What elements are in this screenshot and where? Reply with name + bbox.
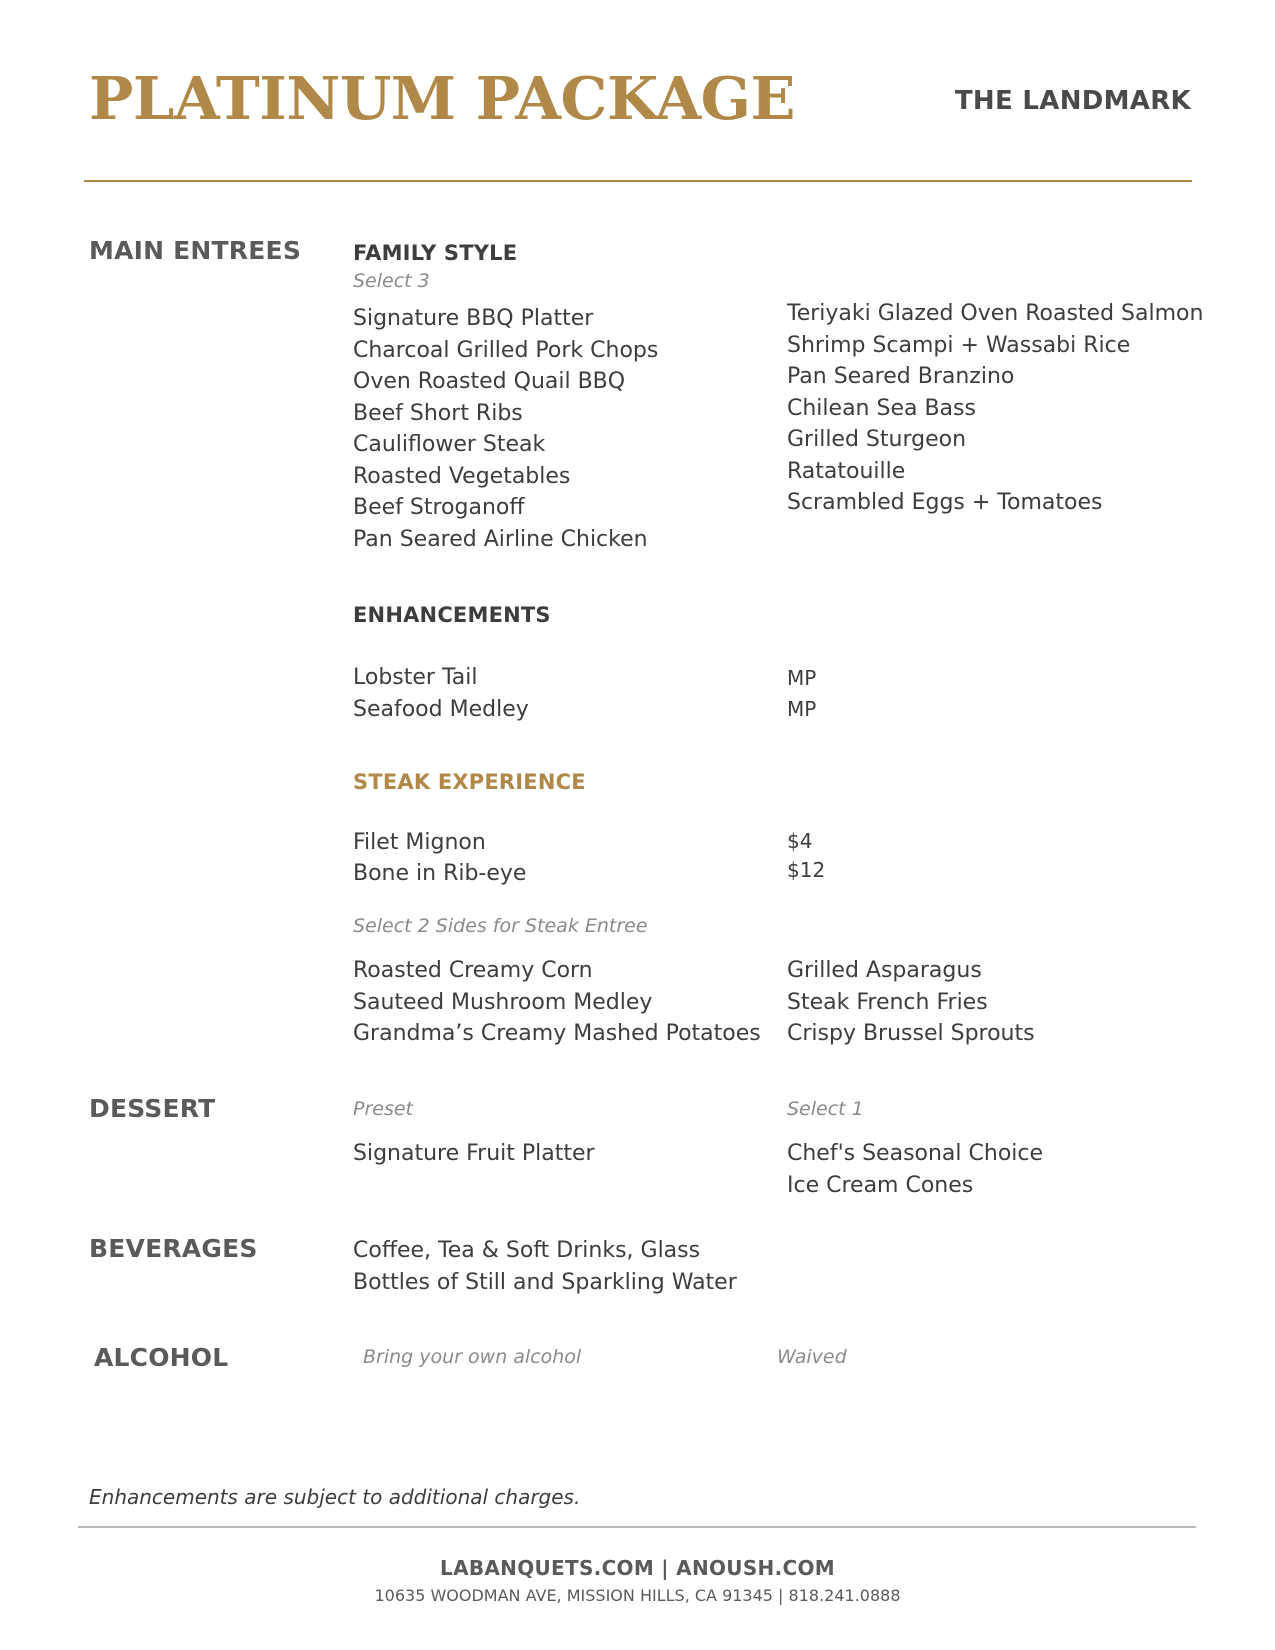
- steak-sides-note: Select 2 Sides for Steak Entree: [353, 915, 648, 937]
- dessert-select-list: [787, 1138, 1043, 1201]
- beverage-line: Bottles of Still and Sparkling Water: [353, 1269, 737, 1295]
- family-style-left-list: [353, 303, 658, 555]
- menu-item: Beef Short Ribs: [353, 400, 523, 426]
- beverages-list: [353, 1235, 737, 1298]
- steak-sides-right-list: [787, 955, 1035, 1050]
- section-label-main-entrees: MAIN ENTREES: [89, 236, 302, 265]
- menu-item: Chilean Sea Bass: [787, 395, 976, 421]
- menu-item: Pan Seared Airline Chicken: [353, 526, 648, 552]
- steak-item-price: $4: [787, 829, 813, 853]
- steak-item-name: Filet Mignon: [353, 830, 486, 855]
- footer-divider: [78, 1526, 1196, 1528]
- menu-item: Grilled Sturgeon: [787, 427, 967, 452]
- enhancements-heading: ENHANCEMENTS: [353, 603, 551, 627]
- side-item: Sauteed Mushroom Medley: [353, 989, 653, 1015]
- side-item: Crispy Brussel Sprouts: [787, 1021, 1035, 1046]
- enhancement-item-name: Seafood Medley: [353, 697, 529, 722]
- steak-item-price: $12: [787, 858, 826, 882]
- beverage-line: Coffee, Tea & Soft Drinks, Glass: [353, 1238, 701, 1263]
- menu-item: Pan Seared Branzino: [787, 364, 1015, 389]
- menu-item: Charcoal Grilled Pork Chops: [353, 337, 659, 363]
- section-label-alcohol: ALCOHOL: [94, 1343, 229, 1372]
- alcohol-status: Waived: [777, 1346, 847, 1368]
- alcohol-note: Bring your own alcohol: [363, 1346, 582, 1368]
- venue-name: THE LANDMARK: [954, 86, 1191, 116]
- steak-item-name: Bone in Rib-eye: [353, 861, 527, 886]
- dessert-item: Chef's Seasonal Choice: [787, 1141, 1044, 1166]
- dessert-preset-list: [353, 1138, 595, 1170]
- side-item: Steak French Fries: [787, 989, 988, 1015]
- dessert-select-note: Select 1: [787, 1098, 864, 1120]
- steak-sides-left-list: [353, 955, 761, 1050]
- menu-item: Roasted Vegetables: [353, 463, 571, 489]
- side-item: Grilled Asparagus: [787, 958, 982, 983]
- enhancement-item-price: MP: [787, 666, 817, 690]
- menu-item: Scrambled Eggs + Tomatoes: [787, 490, 1103, 515]
- footer-address: 10635 WOODMAN AVE, MISSION HILLS, CA 91345 | 818.241.0888: [374, 1586, 901, 1605]
- enhancements-disclaimer: Enhancements are subject to additional charges.: [89, 1485, 581, 1509]
- header-divider: [84, 180, 1192, 182]
- menu-item: Beef Stroganoff: [353, 495, 525, 520]
- enhancement-item-price: MP: [787, 697, 817, 721]
- package-title: PLATINUM PACKAGE: [89, 64, 795, 133]
- section-label-dessert: DESSERT: [89, 1094, 216, 1123]
- menu-item: Shrimp Scampi + Wassabi Rice: [787, 332, 1131, 358]
- menu-item: Signature BBQ Platter: [353, 306, 594, 331]
- side-item: Roasted Creamy Corn: [353, 958, 593, 983]
- section-label-beverages: BEVERAGES: [89, 1234, 258, 1263]
- footer-websites: LABANQUETS.COM | ANOUSH.COM: [440, 1556, 835, 1580]
- family-style-heading: FAMILY STYLE: [353, 241, 518, 265]
- menu-item: Oven Roasted Quail BBQ: [353, 369, 626, 394]
- steak-experience-heading: STEAK EXPERIENCE: [353, 770, 586, 794]
- dessert-item: Ice Cream Cones: [787, 1172, 974, 1198]
- side-item: Grandma’s Creamy Mashed Potatoes: [353, 1021, 761, 1046]
- family-style-right-list: [787, 298, 1203, 519]
- menu-item: Ratatouille: [787, 458, 906, 484]
- menu-item: Cauliflower Steak: [353, 432, 546, 457]
- enhancement-item-name: Lobster Tail: [353, 665, 478, 690]
- family-style-note: Select 3: [353, 270, 430, 292]
- dessert-preset-note: Preset: [353, 1098, 413, 1120]
- menu-item: Teriyaki Glazed Oven Roasted Salmon: [787, 301, 1204, 326]
- dessert-item: Signature Fruit Platter: [353, 1141, 595, 1166]
